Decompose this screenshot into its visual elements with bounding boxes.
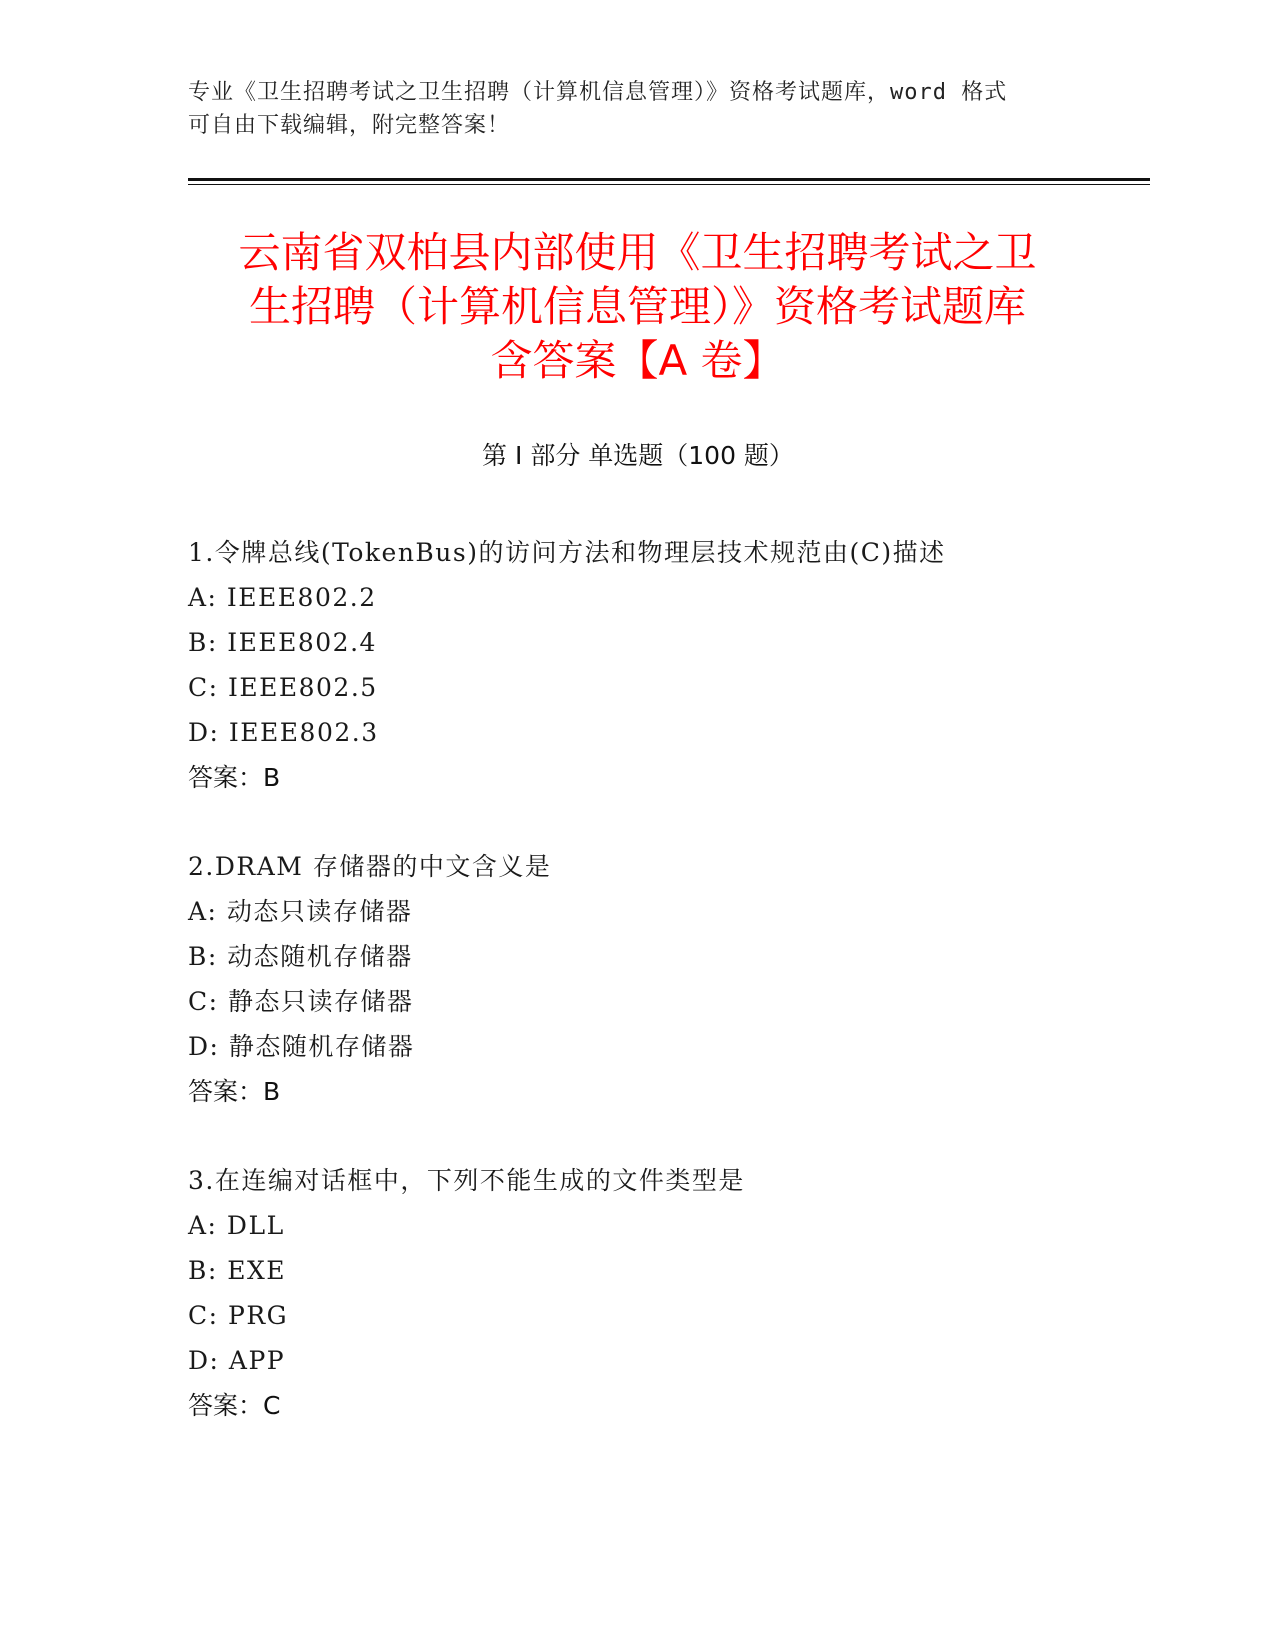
header-divider-thick — [188, 178, 1150, 181]
option-b: B: IEEE802.4 — [188, 628, 377, 657]
answer: 答案：B — [188, 763, 281, 792]
section-title: 第 I 部分 单选题（100 题） — [482, 441, 794, 470]
option-d: D: IEEE802.3 — [188, 718, 379, 747]
option-b: B: 动态随机存储器 — [188, 942, 413, 971]
question-3 — [188, 1158, 1148, 1428]
header-note-line-1: 专业《卫生招聘考试之卫生招聘（计算机信息管理）》资格考试题库，word 格式 — [188, 80, 1008, 105]
header-divider-thin — [188, 184, 1150, 185]
question-1 — [188, 530, 1148, 800]
option-a: A: IEEE802.2 — [188, 583, 377, 612]
document-title-line-2: 生招聘（计算机信息管理）》资格考试题库 — [248, 282, 1026, 331]
document-title-line-1: 云南省双柏县内部使用《卫生招聘考试之卫 — [238, 228, 1037, 277]
option-a: A: 动态只读存储器 — [188, 897, 413, 926]
answer: 答案：B — [188, 1077, 281, 1106]
header-note-line-2: 可自由下载编辑，附完整答案！ — [188, 113, 511, 138]
question-stem: 2.DRAM 存储器的中文含义是 — [188, 852, 552, 881]
question-stem: 1.令牌总线(TokenBus)的访问方法和物理层技术规范由(C)描述 — [188, 538, 946, 567]
document-title — [160, 226, 1115, 388]
question-2 — [188, 844, 1148, 1114]
option-a: A: DLL — [188, 1211, 285, 1240]
question-stem: 3.在连编对话框中，下列不能生成的文件类型是 — [188, 1166, 745, 1195]
option-c: C: IEEE802.5 — [188, 673, 378, 702]
option-c: C: PRG — [188, 1301, 289, 1330]
option-d: D: APP — [188, 1346, 286, 1375]
option-b: B: EXE — [188, 1256, 287, 1285]
document-title-line-3: 含答案【A 卷】 — [490, 336, 785, 385]
option-c: C: 静态只读存储器 — [188, 987, 414, 1016]
answer: 答案：C — [188, 1391, 281, 1420]
option-d: D: 静态随机存储器 — [188, 1032, 415, 1061]
question-list — [188, 530, 1148, 1472]
header-note — [188, 76, 1068, 142]
